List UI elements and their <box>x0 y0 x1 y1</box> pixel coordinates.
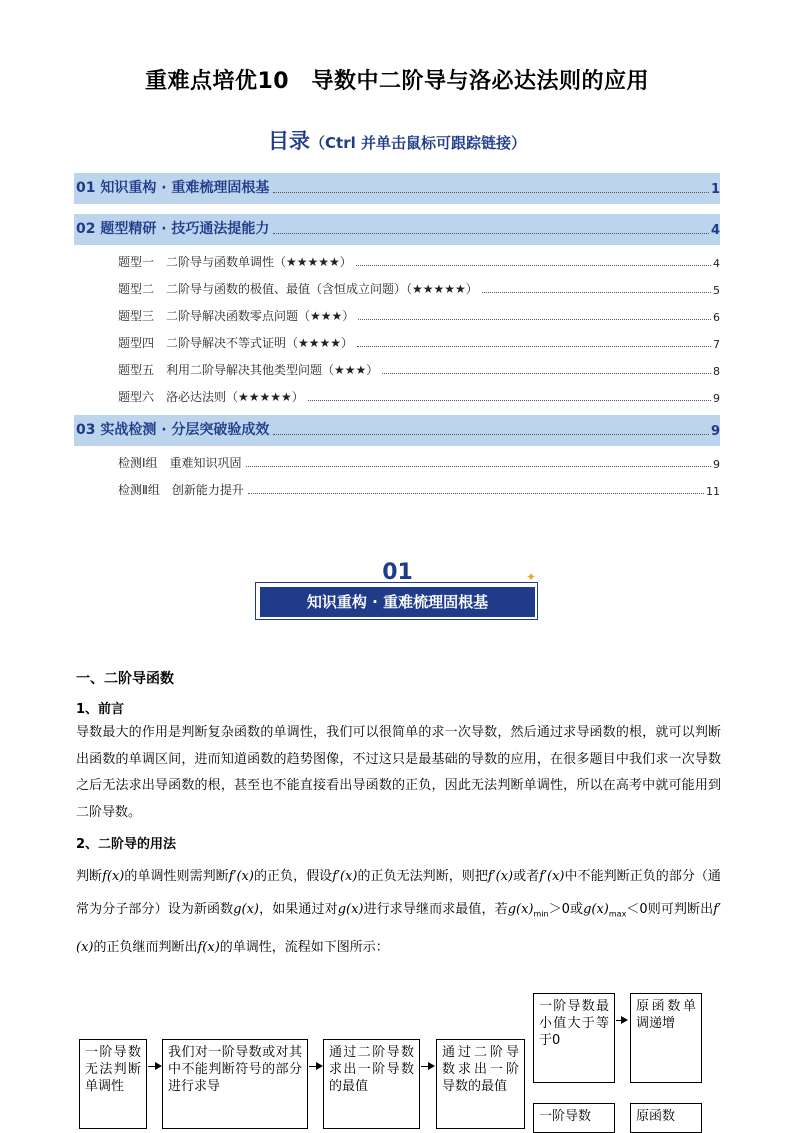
toc-page-number: 1 <box>710 182 720 197</box>
toc-section-label: 02 题型精研 · 技巧通法提能力 <box>76 221 270 237</box>
toc-leader-dots <box>358 319 711 320</box>
toc-page-number: 8 <box>713 365 720 378</box>
section-label: 知识重构 · 重难梳理固根基 <box>260 587 535 617</box>
toc-leader-dots <box>246 466 711 467</box>
toc-item[interactable] <box>74 384 720 411</box>
sparkle-icon: ✦ <box>526 570 537 584</box>
toc-page-number: 9 <box>713 458 720 471</box>
math-fpx: f′(x) <box>228 869 254 884</box>
toc-section-label: 03 实战检测 · 分层突破验成效 <box>76 422 270 438</box>
toc-item[interactable] <box>74 477 720 504</box>
toc-item-label: 题型二 二阶导与函数的极值、最值（含恒成立问题）（★★★★★） <box>118 282 478 296</box>
flow-arrow <box>616 1020 626 1021</box>
toc-heading-hint: （Ctrl 并单击鼠标可跟踪链接） <box>310 134 526 152</box>
toc-page-number: 9 <box>710 424 720 439</box>
toc-page-number: 7 <box>713 338 720 351</box>
toc-item-label: 题型六 洛必达法则（★★★★★） <box>118 390 304 404</box>
document-title: 重难点培优10 导数中二阶导与洛必达法则的应用 <box>144 69 650 94</box>
toc-page-number: 4 <box>710 223 720 238</box>
toc-item[interactable] <box>74 303 720 330</box>
toc-leader-dots <box>357 346 711 347</box>
toc-item-label: 题型四 二阶导解决不等式证明（★★★★） <box>118 336 354 350</box>
toc-item[interactable] <box>74 249 720 276</box>
flow-box-8: 原函数 <box>630 1103 702 1133</box>
toc-section-label: 01 知识重构 · 重难梳理固根基 <box>76 180 270 196</box>
math-gmax: g(x) <box>583 902 609 917</box>
toc-item-label: 题型一 二阶导与函数单调性（★★★★★） <box>118 255 352 269</box>
toc-section-01[interactable] <box>74 173 720 204</box>
usage-paragraph: 判断f(x)的单调性则需判断f′(x)的正负，假设f′(x)的正负无法判断，则把f′(x)或者f′(x)中不能判断正负的部分（通常为分子部分）设为新函数g(x)，如果通过对g(x)进行求导继而求最值，若$g(x)_{min}>0$或$g(x)_{max}<0$则可判断出f′(x)的正负继而判断出f(x)的单调性，流程如下图所示： <box>76 869 721 955</box>
flow-box-2: 我们对一阶导数或对其中不能判断符号的部分进行求导 <box>162 1039 308 1129</box>
math-fx: f(x) <box>102 869 125 884</box>
math-gmin: g(x) <box>507 902 534 917</box>
flow-box-3: 通过二阶导数求出一阶导数的最值 <box>323 1039 420 1129</box>
toc-item[interactable] <box>74 276 720 303</box>
toc-item-label: 题型三 二阶导解决函数零点问题（★★★） <box>118 309 355 323</box>
heading-second-derivative: 一、二阶导函数 <box>76 671 174 687</box>
toc-item[interactable] <box>74 450 720 477</box>
math-gx: g(x) <box>233 902 259 917</box>
toc-heading-main: 目录 <box>268 129 311 153</box>
toc-leader-dots <box>273 192 709 193</box>
foreword-paragraph: 导数最大的作用是判断复杂函数的单调性，我们可以很简单的求一次导数，然后通过求导函数的根，就可以判断出函数的单调区间，进而知道函数的趋势图像，不过这只是最基础的导数的应用，在很多题目中我们求一次导数之后无法求出导函数的根，甚至也不能直接看出导函数的正负，因此无法判断单调性，所以在高考中就可能用到二阶导数。 <box>76 725 721 820</box>
flow-box-6: 原函数单调递增 <box>630 993 702 1083</box>
flow-arrow <box>309 1066 321 1067</box>
toc-leader-dots <box>308 400 711 401</box>
toc-page-number: 6 <box>713 311 720 324</box>
section-number: 01 <box>382 560 413 585</box>
toc-page-number: 4 <box>713 257 720 270</box>
toc-leader-dots <box>356 265 711 266</box>
toc-leader-dots <box>482 292 711 293</box>
section-badge <box>255 560 540 624</box>
toc-item[interactable] <box>74 357 720 384</box>
toc-section-02[interactable] <box>74 214 720 245</box>
toc-item[interactable] <box>74 330 720 357</box>
toc-page-number: 11 <box>706 485 720 498</box>
flow-box-7: 一阶导数 <box>533 1103 615 1133</box>
toc-leader-dots <box>273 434 709 435</box>
heading-usage: 2、二阶导的用法 <box>76 837 177 852</box>
heading-foreword: 1、前言 <box>76 702 125 717</box>
toc-item-label: 检测Ⅱ组 创新能力提升 <box>118 483 244 497</box>
toc-leader-dots <box>382 373 711 374</box>
flow-box-1: 一阶导数无法判断单调性 <box>79 1039 147 1129</box>
toc-page-number: 9 <box>713 392 720 405</box>
flow-box-4: 通过二阶导数求出一阶导数的最值 <box>436 1039 525 1129</box>
toc-item-label: 题型五 利用二阶导解决其他类型问题（★★★） <box>118 363 379 377</box>
table-of-contents <box>74 173 720 504</box>
toc-heading <box>0 125 794 155</box>
flow-arrow <box>421 1066 433 1067</box>
toc-section-03[interactable] <box>74 415 720 446</box>
toc-leader-dots <box>273 233 709 234</box>
toc-page-number: 5 <box>713 284 720 297</box>
flow-box-5: 一阶导数最小值大于等于0 <box>533 993 615 1083</box>
toc-item-label: 检测Ⅰ组 重难知识巩固 <box>118 456 242 470</box>
toc-leader-dots <box>248 493 704 494</box>
flow-arrow <box>148 1066 160 1067</box>
